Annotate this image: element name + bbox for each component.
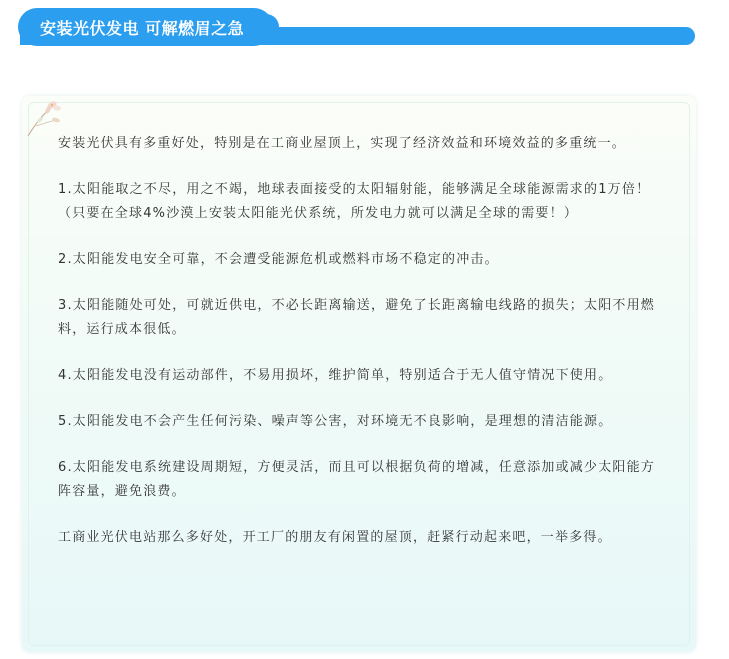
paragraph-point-1: 1.太阳能取之不尽，用之不竭，地球表面接受的太阳辐射能，能够满足全球能源需求的1万倍！（只要在全球4%沙漠上安装太阳能光伏系统，所发电力就可以满足全球的需要！） <box>58 182 651 221</box>
article-body <box>58 132 668 572</box>
content-card <box>22 96 696 652</box>
page-title: 安装光伏发电 可解燃眉之急 <box>40 18 245 38</box>
header-tab <box>18 8 273 46</box>
paragraph-point-3: 3.太阳能随处可处，可就近供电，不必长距离输送，避免了长距离输电线路的损失；太阳不用燃料，运行成本很低。 <box>58 298 656 337</box>
paragraph-point-6: 6.太阳能发电系统建设周期短，方便灵活，而且可以根据负荷的增减，任意添加或减少太阳能方阵容量，避免浪费。 <box>58 460 656 499</box>
paragraph-point-4: 4.太阳能发电没有运动部件，不易用损坏，维护简单，特别适合于无人值守情况下使用。 <box>58 368 613 383</box>
paragraph-point-5: 5.太阳能发电不会产生任何污染、噪声等公害，对环境无不良影响，是理想的清洁能源。 <box>58 414 613 429</box>
paragraph-point-2: 2.太阳能发电安全可靠，不会遭受能源危机或燃料市场不稳定的冲击。 <box>58 252 499 267</box>
paragraph-conclusion: 工商业光伏电站那么多好处，开工厂的朋友有闲置的屋顶，赶紧行动起来吧，一举多得。 <box>58 530 612 545</box>
paragraph-intro: 安装光伏具有多重好处，特别是在工商业屋顶上，实现了经济效益和环境效益的多重统一。 <box>58 136 627 151</box>
